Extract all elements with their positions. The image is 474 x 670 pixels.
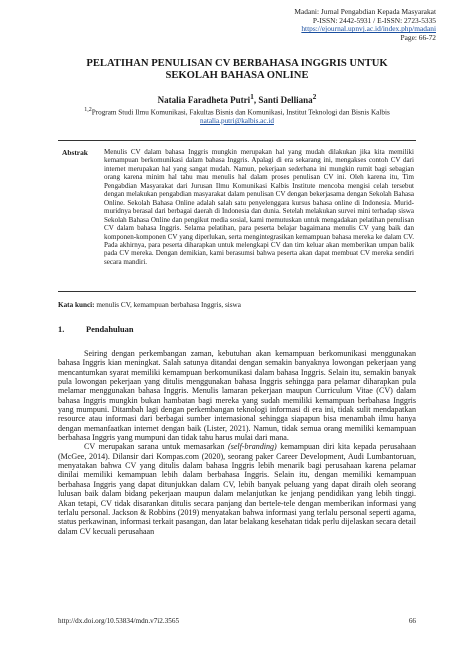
author-email-link[interactable]: natalia.putri@kalbis.ac.id [200, 116, 274, 125]
section-heading [58, 325, 133, 334]
author-1-sup: 1 [250, 92, 254, 101]
keywords [58, 301, 416, 309]
section-number: 1. [58, 325, 65, 334]
paragraph-2-start: CV merupakan sarana untuk memasarkan [84, 442, 229, 452]
paragraph-2 [58, 442, 416, 535]
affiliation [40, 106, 434, 126]
journal-url-link[interactable]: https://ejournal.upnvj.ac.id/index.php/madani [301, 24, 436, 34]
journal-issn: P-ISSN: 2442-5931 / E-ISSN: 2723-5335 [312, 15, 436, 25]
affiliation-text: Program Studi Ilmu Komunikasi, Fakultas Bisnis dan Komunikasi, Institut Teknologi dan Bisnis Kalbis [91, 108, 390, 117]
page-range: Page: 66-72 [400, 32, 436, 42]
section-title: Pendahuluan [86, 325, 134, 334]
author-2: Santi Delliana [258, 95, 313, 105]
paper-title [50, 58, 424, 83]
abstract-bottom-divider [58, 291, 416, 292]
title-line-2: SEKOLAH BAHASA ONLINE [165, 70, 309, 82]
page-number: 66 [408, 617, 416, 625]
paragraph-1: Seiring dengan perkembangan zaman, kebutuhan akan kemampuan berkomunikasi menggunakan bahasa Inggris kian meningkat. Salah satunya ditandai dengan semakin banyaknya lowongan pekerjaan yang mencantumkan syarat memiliki kemampuan berkomunikasi dalam bahasa Inggris. Selain itu, semakin banyak pula lowongan pekerjaan yang ditulis menggunakan bahasa Inggris sehingga para pelamar diharapkan pula melamar menggunakan bahasa Inggris. Menulis lamaran pekerjaan maupun Curriculum Vitae (CV) dalam bahasa Inggris mungkin bukan hambatan bagi mereka yang sudah memiliki kemampuan berbahasa Inggris yang mumpuni. Ditambah lagi dengan perkembangan teknologi informasi di era ini, tidak sulit mendapatkan resource atau informasi dari berbagai sumber internasional sehingga siapapun bisa menambah ilmu hanya dengan memanfaatkan internet dengan baik (Lister, 2021). Namun, tidak semua orang memiliki kemampuan berbahasa Inggris yang mumpuni dan tidak tahu harus mulai dari mana. [58, 349, 416, 443]
author-1: Natalia Faradheta Putri [157, 95, 251, 105]
author-2-sup: 2 [312, 92, 317, 101]
paragraph-2-rest: kemampuan diri kita kepada perusahaan (McGee, 2014). Dilansir dari Kompas.com (2020), seorang paker Career Development, Audi Lumbantoruan, menyatakan bahwa CV yang ditulis dalam bahasa Inggris lebih menarik bagi perusahaan karena pelamar dinilai memiliki kemampuan lebih dalam berbahasa Inggris. Selain itu, dengan memiliki kemampuan berbahasa Inggris yang dapat ditunjukkan dalam CV, lebih banyak peluang yang dapat diraih oleh seorang lulusan baik dalam bidang pekerjaan maupun dalam melanjutkan ke jenjang pendidikan yang lebih tinggi. Akan tetapi, CV tidak disarankan ditulis secara panjang dan bertele-tele dengan memberikan informasi yang terlalu personal. Jackson & Robbins (2019) menyatakan bahwa informasi yang terlalu personal seperti agama, status perkawinan, informasi terkait pasangan, dan latar belakang kesehatan tidak perlu dijelaskan secara detail dalam CV kecuali perusahaan [58, 442, 416, 536]
body-text [58, 349, 416, 536]
doi-link[interactable]: http://dx.doi.org/10.53834/mdn.v7i2.3565 [58, 617, 180, 625]
keywords-label: Kata kunci: [58, 301, 95, 309]
paragraph-2-italic: (self-branding) [228, 442, 277, 452]
title-line-1: PELATIHAN PENULISAN CV BERBAHASA INGGRIS UNTUK [86, 58, 388, 69]
abstract-label: Abstrak [62, 148, 88, 157]
abstract-top-divider [58, 140, 416, 141]
journal-header [294, 8, 436, 42]
keywords-text: menulis CV, kemampuan berbahasa Inggris, siswa [94, 301, 241, 309]
journal-name: Madani: Jurnal Pengabdian Kepada Masyarakat [294, 7, 436, 16]
affiliation-sup: 1,2 [84, 107, 92, 113]
author-list [40, 92, 434, 105]
abstract-text: Menulis CV dalam bahasa Inggris mungkin merupakan hal yang mudah dilakukan jika kita memiliki kemampuan berkomunikasi dalam bahasa Inggris. Apalagi di era sekarang ini, mengakses contoh CV dari internet merupakan hal yang sangat mudah. Namun, pekerjaan sederhana ini mungkin rumit bagi sebagian orang karena minim hal tahu mau menulis hal dalam proses penulisan CV ini. Oleh karena itu, Tim Pengabdian Masyarakat dari Jurusan Ilmu Komunikasi Kalbis Institute mencoba mengisi celah tersebut dengan melakukan pengabdian masyarakat dalam penulisan CV dengan bekerjasama dengan Sekolah Bahasa Online. Sekolah Bahasa Online adalah salah satu penyelenggara kursus bahasa online di Indonesia. Murid-muridnya berasal dari berbagai daerah di Indonesia dan dunia. Setelah melakukan survei mini terhadap siswa Sekolah Bahasa Online dan pengikut media sosial, kami memutuskan untuk mengadakan pelatihan penulisan CV dalam bahasa Inggris. Selama pelatihan, para peserta belajar bagaimana menulis CV yang baik dan komponen-komponen CV yang diperlukan, serta mengintegrasikan kemampuan bahasa mereka ke dalam CV. Pada akhirnya, para peserta diharapkan untuk melengkapi CV dan tim keluar akan memberikan umpan balik pada CV mereka. Dengan demikian, kami berasumsi bahwa peserta akan dapat membuat CV mereka sendiri secara mandiri. [104, 148, 414, 266]
author-separator: , [253, 95, 259, 105]
